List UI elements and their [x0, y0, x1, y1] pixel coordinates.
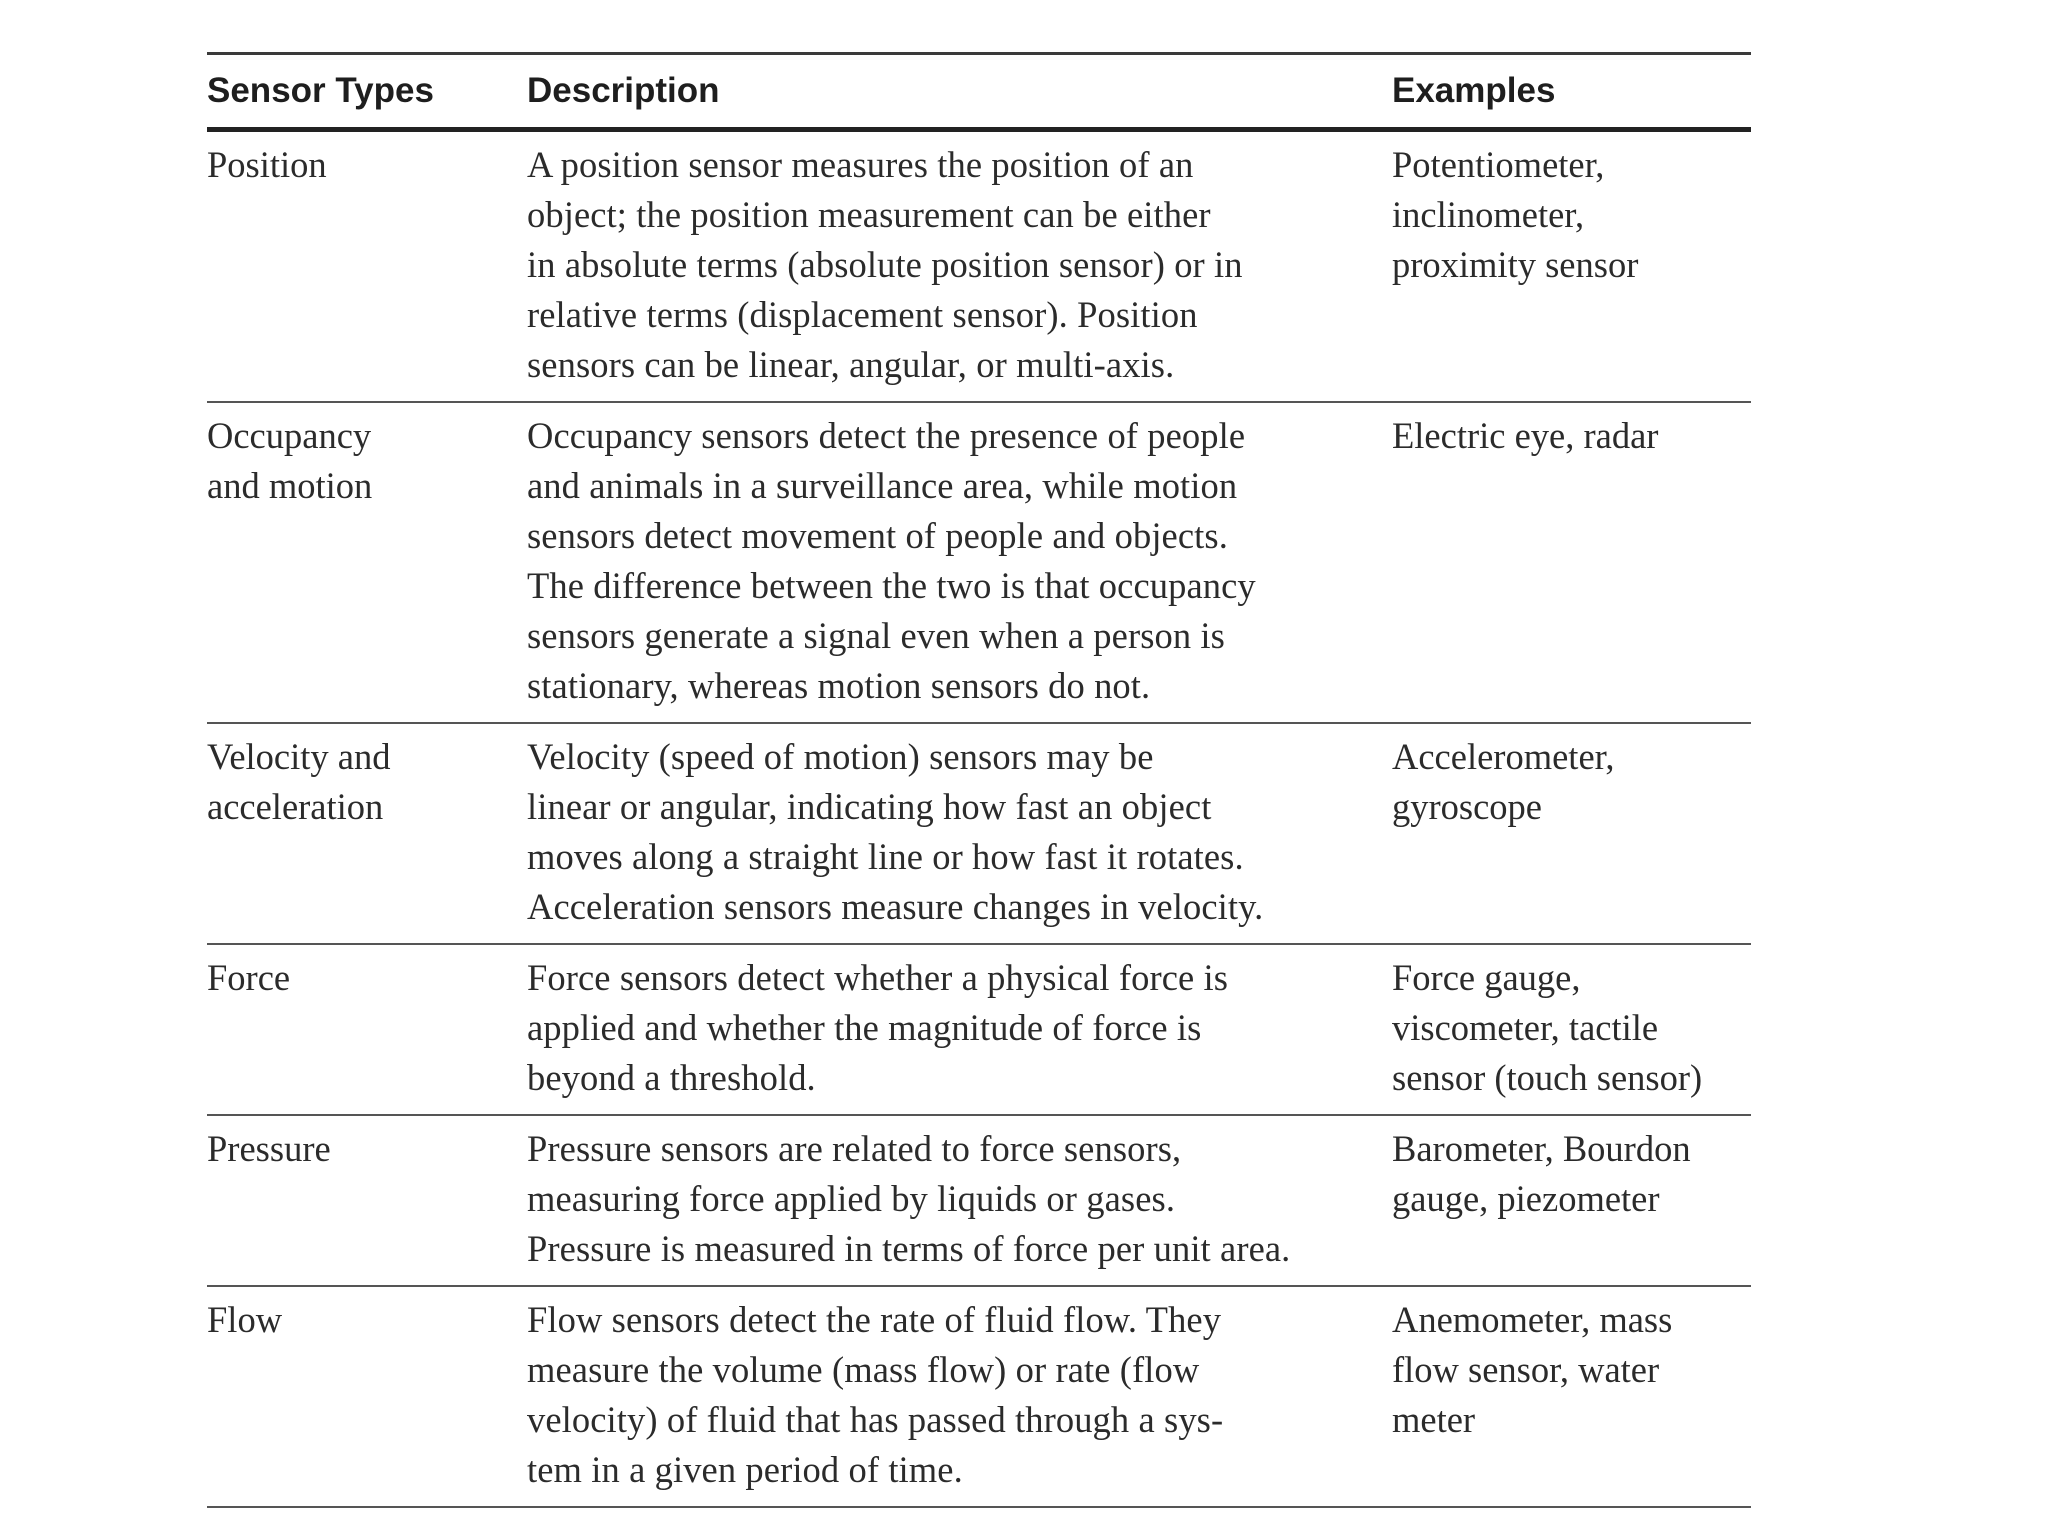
cell-sensor-type: Velocity and acceleration	[207, 736, 391, 827]
table-row-position	[207, 132, 1751, 403]
header-description: Description	[527, 71, 720, 110]
cell-examples: Barometer, Bourdon gauge, piezometer	[1392, 1128, 1691, 1219]
cell-description: Occupancy sensors detect the presence of people and animals in a surveillance area, while motion sensors detect movement of people and objects. The difference between the two is that occupancy sensors generate a signal even when a person is stationary, whereas motion sensors do not.	[527, 415, 1256, 706]
table-header-row	[207, 55, 1751, 132]
cell-description: Force sensors detect whether a physical force is applied and whether the magnitude of force is beyond a threshold.	[527, 957, 1229, 1098]
cell-description: Velocity (speed of motion) sensors may be linear or angular, indicating how fast an object moves along a straight line or how fast it rotates. Acceleration sensors measure changes in velocity.	[527, 736, 1264, 927]
cell-sensor-type: Flow	[207, 1299, 283, 1340]
table-row-force	[207, 945, 1751, 1116]
header-examples: Examples	[1392, 71, 1556, 110]
cell-description: Flow sensors detect the rate of fluid flow. They measure the volume (mass flow) or rate (flow velocity) of fluid that has passed through a sys- tem in a given period of time.	[527, 1299, 1224, 1490]
cell-examples: Electric eye, radar	[1392, 415, 1659, 456]
cell-examples: Anemometer, mass flow sensor, water meter	[1392, 1299, 1673, 1440]
cell-examples: Accelerometer, gyroscope	[1392, 736, 1615, 827]
sensor-types-table	[207, 52, 1751, 1508]
cell-description: Pressure sensors are related to force sensors, measuring force applied by liquids or gases. Pressure is measured in terms of force per unit area.	[527, 1128, 1291, 1269]
cell-sensor-type: Pressure	[207, 1128, 331, 1169]
table-row-pressure	[207, 1116, 1751, 1287]
table-row-flow	[207, 1287, 1751, 1508]
table-row-velocity-acceleration	[207, 724, 1751, 945]
cell-examples: Potentiometer, inclinometer, proximity sensor	[1392, 144, 1639, 285]
header-sensor-types: Sensor Types	[207, 71, 434, 110]
table-row-occupancy-motion	[207, 403, 1751, 724]
cell-sensor-type: Position	[207, 144, 327, 185]
cell-sensor-type: Occupancy and motion	[207, 415, 373, 506]
cell-examples: Force gauge, viscometer, tactile sensor (touch sensor)	[1392, 957, 1703, 1098]
cell-description: A position sensor measures the position of an object; the position measurement can be either in absolute terms (absolute position sensor) or in relative terms (displacement sensor). Position sensors can be linear, angular, or multi-axis.	[527, 144, 1243, 385]
cell-sensor-type: Force	[207, 957, 291, 998]
